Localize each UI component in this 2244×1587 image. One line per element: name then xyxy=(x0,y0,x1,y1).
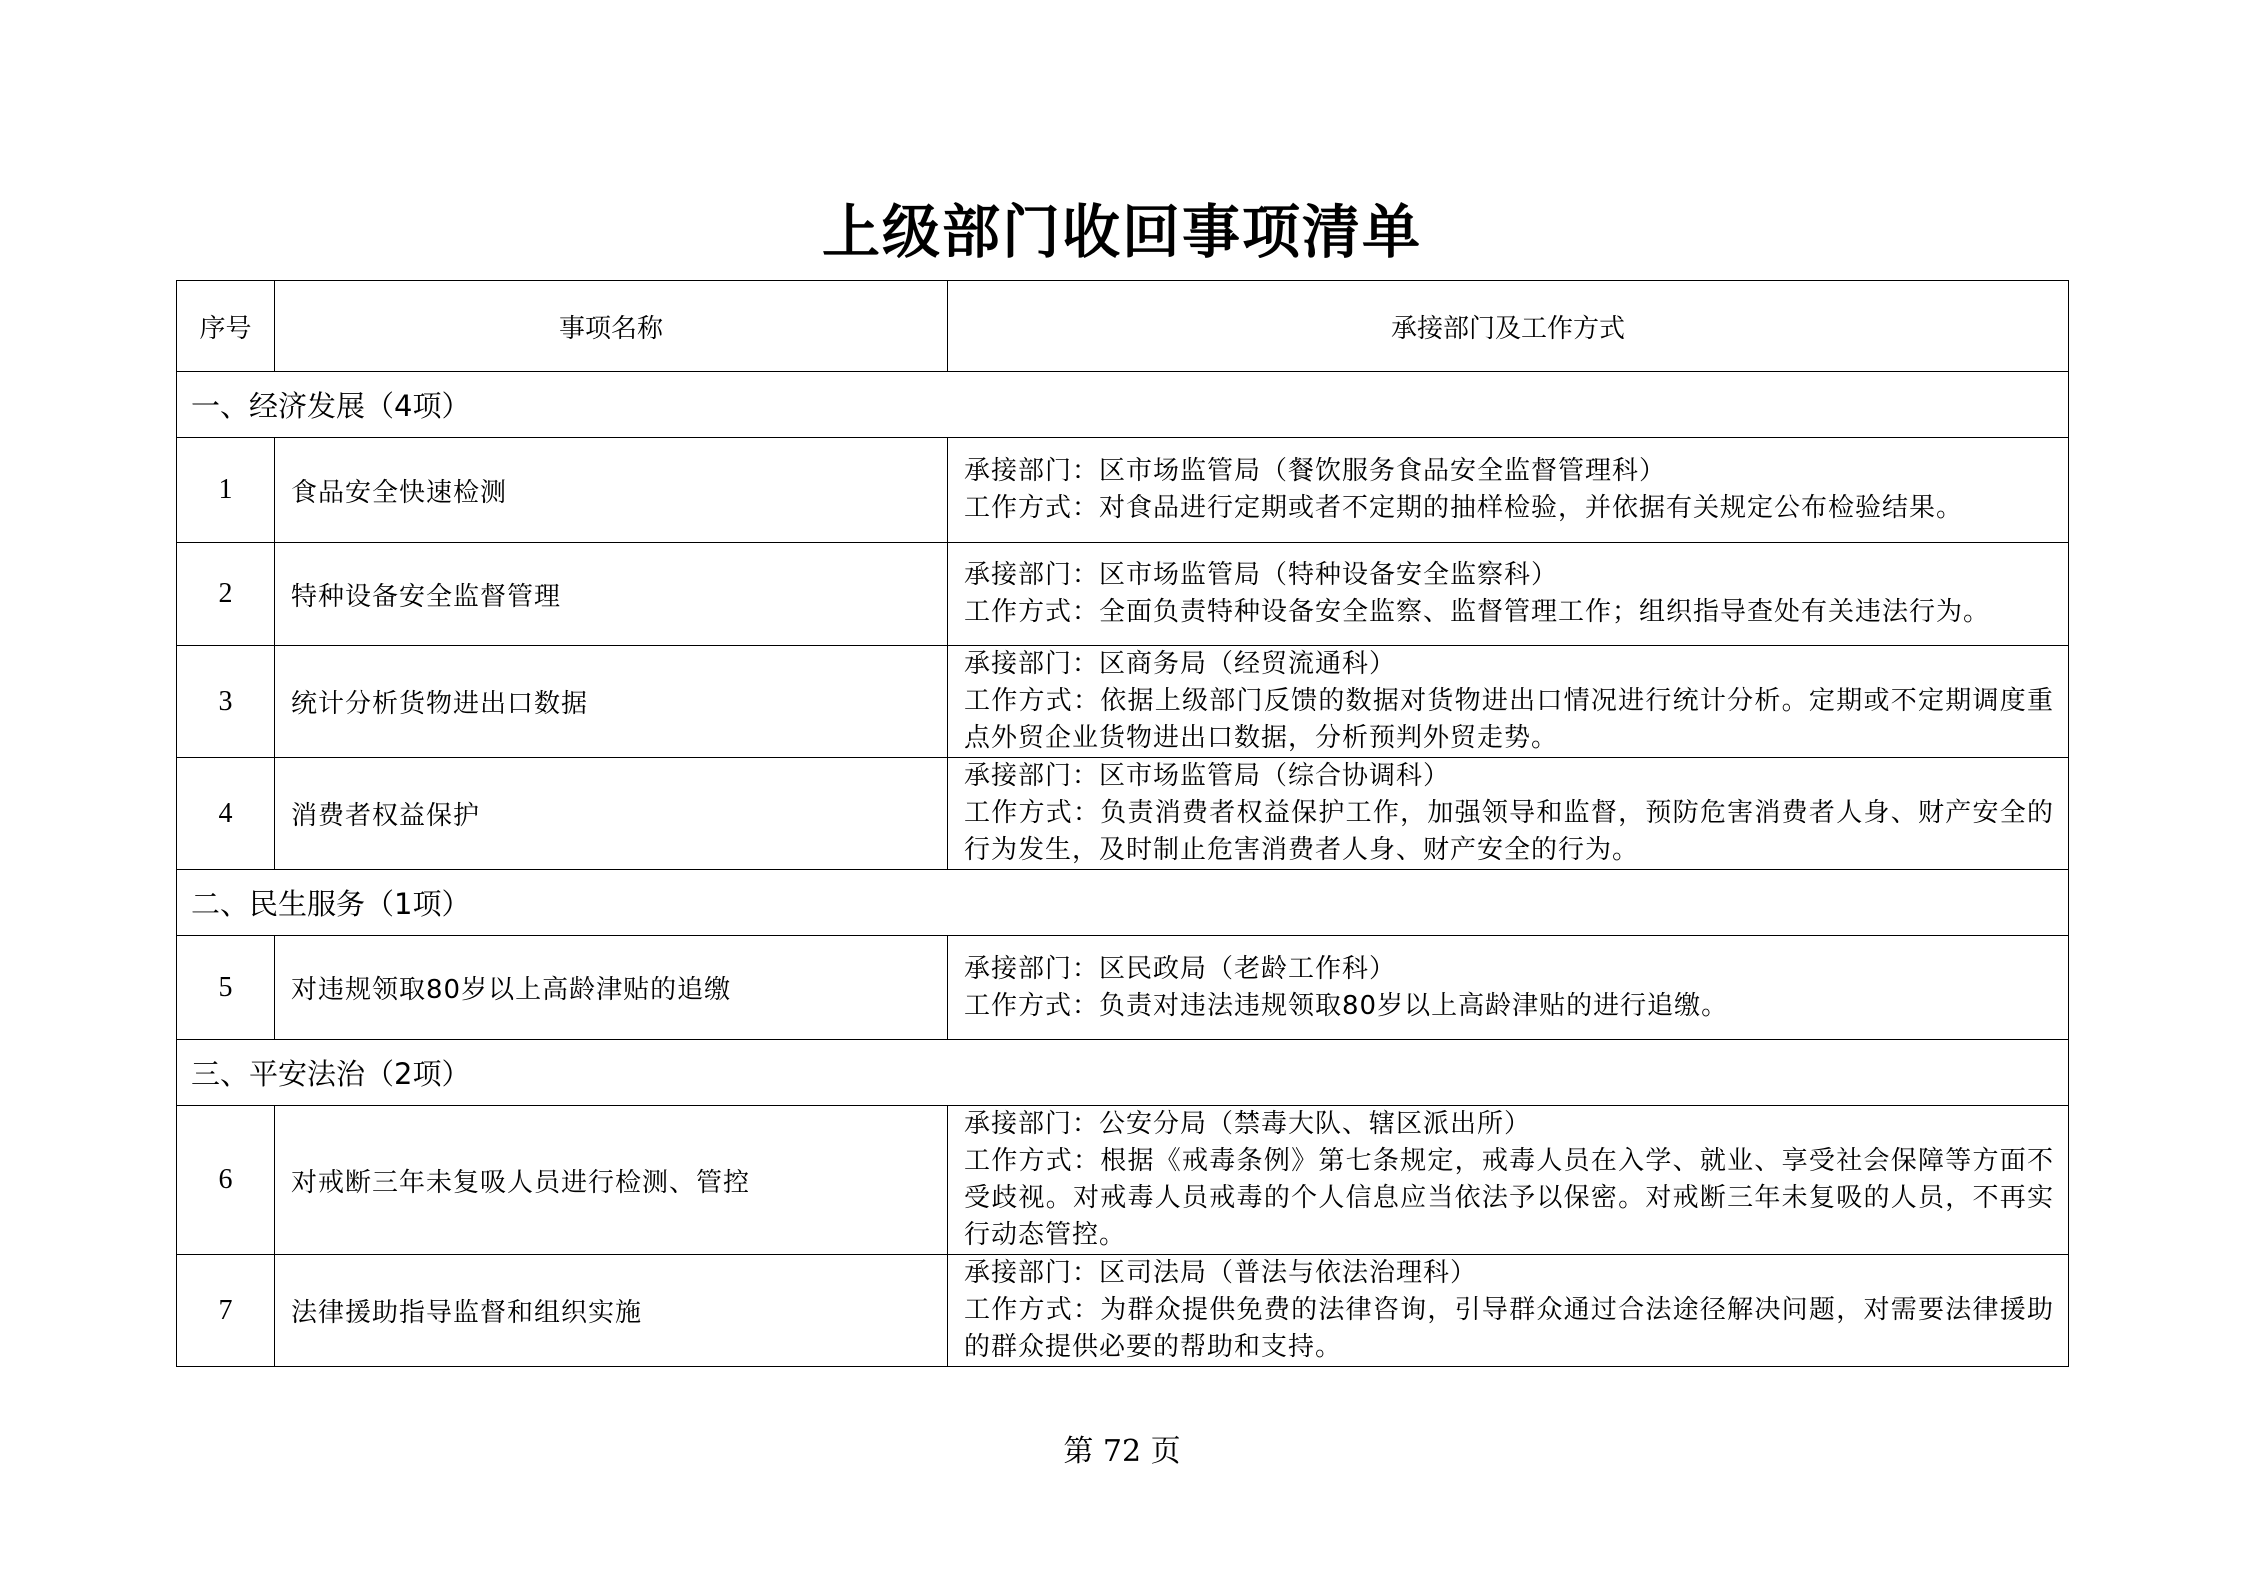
row-method: 工作方式：为群众提供免费的法律咨询，引导群众通过合法途径解决问题，对需要法律援助的群众提供必要的帮助和支持。 xyxy=(964,1295,2054,1362)
header-dept-method: 承接部门及工作方式 xyxy=(948,281,2069,372)
row-dept-method xyxy=(948,438,2069,543)
row-dept: 承接部门：区市场监管局（特种设备安全监察科） xyxy=(964,560,1559,590)
header-name: 事项名称 xyxy=(275,281,948,372)
row-index: 5 xyxy=(177,936,275,1040)
row-index: 1 xyxy=(177,438,275,543)
table-row xyxy=(177,646,2069,758)
table-row xyxy=(177,438,2069,543)
row-index: 7 xyxy=(177,1255,275,1367)
row-index: 6 xyxy=(177,1106,275,1255)
row-item-name: 消费者权益保护 xyxy=(275,758,948,870)
table-header-row xyxy=(177,281,2069,372)
row-dept-method xyxy=(948,543,2069,646)
row-method: 工作方式：依据上级部门反馈的数据对货物进出口情况进行统计分析。定期或不定期调度重点外贸企业货物进出口数据，分析预判外贸走势。 xyxy=(964,686,2054,753)
row-dept-method xyxy=(948,1255,2069,1367)
table-row xyxy=(177,1106,2069,1255)
row-item-name: 对戒断三年未复吸人员进行检测、管控 xyxy=(275,1106,948,1255)
table-row xyxy=(177,1255,2069,1367)
row-item-name: 对违规领取80岁以上高龄津贴的追缴 xyxy=(275,936,948,1040)
table-row xyxy=(177,543,2069,646)
row-method: 工作方式：负责消费者权益保护工作，加强领导和监督，预防危害消费者人身、财产安全的行为发生，及时制止危害消费者人身、财产安全的行为。 xyxy=(964,798,2054,865)
row-method: 工作方式：根据《戒毒条例》第七条规定，戒毒人员在入学、就业、享受社会保障等方面不受歧视。对戒毒人员戒毒的个人信息应当依法予以保密。对戒断三年未复吸的人员，不再实行动态管控。 xyxy=(964,1146,2054,1250)
row-method: 工作方式：对食品进行定期或者不定期的抽样检验，并依据有关规定公布检验结果。 xyxy=(964,493,1964,523)
section-label: 二、民生服务（1项） xyxy=(177,870,2069,936)
row-dept: 承接部门：区市场监管局（综合协调科） xyxy=(964,761,1451,791)
section-row-law xyxy=(177,1040,2069,1106)
header-index: 序号 xyxy=(177,281,275,372)
row-dept-method xyxy=(948,646,2069,758)
row-index: 4 xyxy=(177,758,275,870)
page-title: 上级部门收回事项清单 xyxy=(821,198,1422,266)
row-dept: 承接部门：区司法局（普法与依法治理科） xyxy=(964,1258,1478,1288)
row-item-name: 法律援助指导监督和组织实施 xyxy=(275,1255,948,1367)
row-dept: 承接部门：区民政局（老龄工作科） xyxy=(964,953,1397,984)
items-table xyxy=(176,280,2069,1367)
table-row xyxy=(177,936,2069,1040)
row-dept-method xyxy=(948,1106,2069,1255)
row-item-name: 统计分析货物进出口数据 xyxy=(275,646,948,758)
section-row-economy xyxy=(177,372,2069,438)
section-row-livelihood xyxy=(177,870,2069,936)
row-dept: 承接部门：区商务局（经贸流通科） xyxy=(964,649,1397,679)
page-number: 第 72 页 xyxy=(1063,1434,1181,1469)
row-dept: 承接部门：区市场监管局（餐饮服务食品安全监督管理科） xyxy=(964,456,1667,486)
section-label: 三、平安法治（2项） xyxy=(177,1040,2069,1106)
section-label: 一、经济发展（4项） xyxy=(177,372,2069,438)
row-item-name: 食品安全快速检测 xyxy=(275,438,948,543)
row-dept-method xyxy=(948,936,2069,1040)
row-method: 工作方式：负责对违法违规领取80岁以上高龄津贴的进行追缴。 xyxy=(964,990,1729,1021)
row-method: 工作方式：全面负责特种设备安全监察、监督管理工作；组织指导查处有关违法行为。 xyxy=(964,597,1991,627)
row-dept-method xyxy=(948,758,2069,870)
row-dept: 承接部门：公安分局（禁毒大队、辖区派出所） xyxy=(964,1109,1532,1139)
row-index: 3 xyxy=(177,646,275,758)
row-item-name: 特种设备安全监督管理 xyxy=(275,543,948,646)
row-index: 2 xyxy=(177,543,275,646)
table-row xyxy=(177,758,2069,870)
